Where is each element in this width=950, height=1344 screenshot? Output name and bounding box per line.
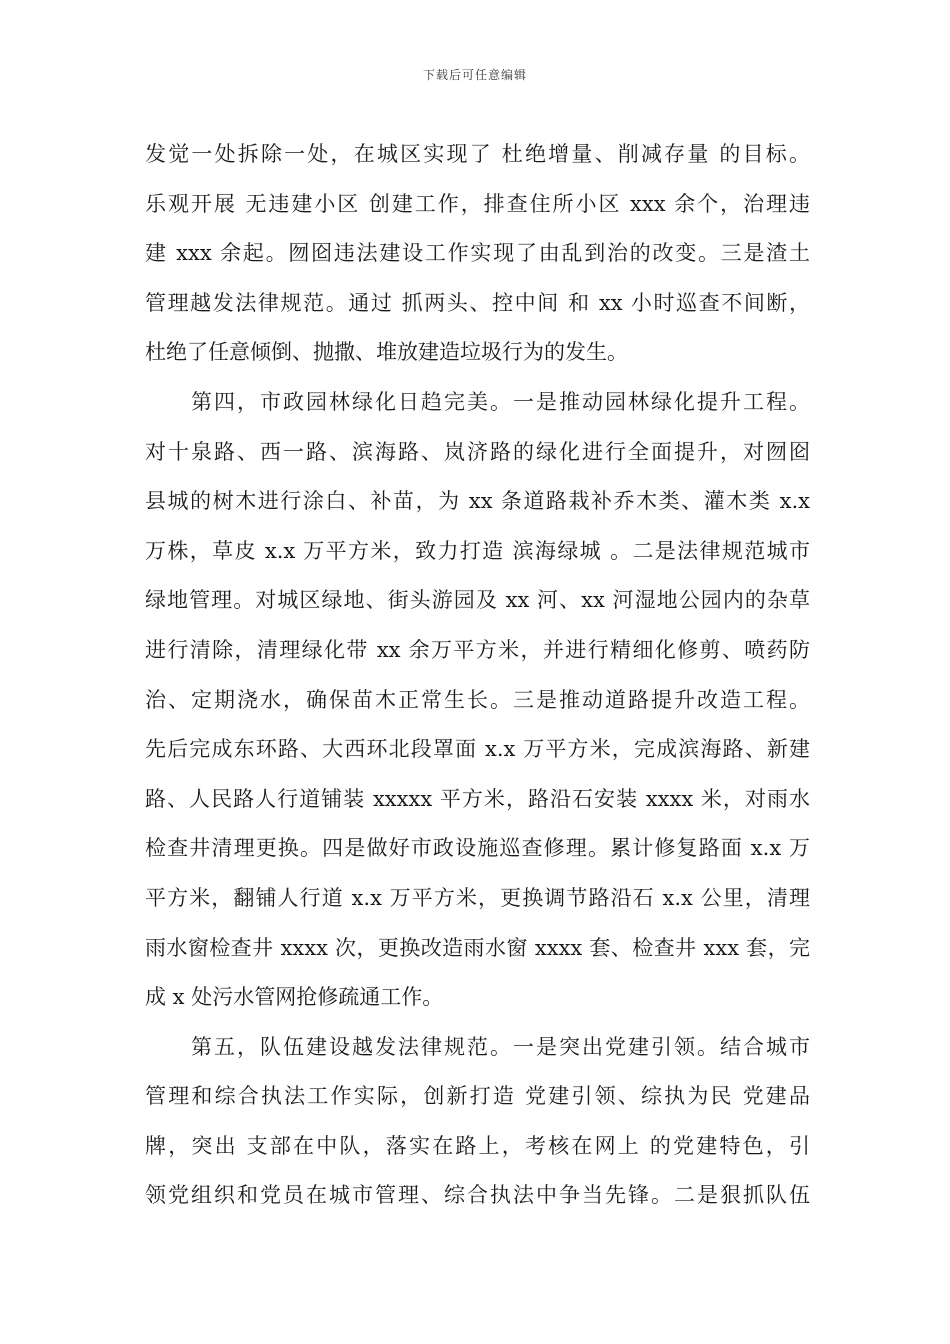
text-line: 县城的树木进行涂白、补苗，为 xx 条道路栽补乔木类、灌木类 x.x (145, 489, 810, 514)
text-line: 第五，队伍建设越发法律规范。一是突出党建引领。结合城市 (145, 1034, 810, 1059)
text-line: 发觉一处拆除一处，在城区实现了 杜绝增量、削减存量 的目标。 (145, 142, 810, 166)
text-line: 万株，草皮 x.x 万平方米，致力打造 滨海绿城 。二是法律规范城市 (145, 538, 810, 563)
text-line: 第四，市政园林绿化日趋完美。一是推动园林绿化提升工程。 (145, 389, 810, 414)
text-line: 先后完成东环路、大西环北段罩面 x.x 万平方米，完成滨海路、新建 (145, 737, 810, 762)
text-line: 雨水窗检查井 xxxx 次，更换改造雨水窗 xxxx 套、检查井 xxx 套，完 (145, 935, 810, 960)
text-line: 建 xxx 余起。囫囵违法建设工作实现了由乱到治的改变。三是渣土 (145, 241, 810, 266)
page-header: 下载后可任意编辑 (422, 68, 527, 82)
text-line: 杜绝了任意倾倒、抛撒、堆放建造垃圾行为的发生。 (145, 340, 628, 365)
text-line: 平方米，翻铺人行道 x.x 万平方米，更换调节路沿石 x.x 公里，清理 (145, 885, 810, 910)
text-line: 管理越发法律规范。通过 抓两头、控中间 和 xx 小时巡查不间断， (145, 290, 810, 315)
text-line: 路、人民路人行道铺装 xxxxx 平方米，路沿石安装 xxxx 米，对雨水 (145, 786, 810, 811)
text-line: 领党组织和党员在城市管理、综合执法中争当先锋。二是狠抓队伍 (145, 1183, 810, 1208)
text-line: 乐观开展 无违建小区 创建工作，排查住所小区 xxx 余个，治理违 (145, 191, 810, 216)
document-body (145, 130, 810, 1221)
text-line: 绿地管理。对城区绿地、街头游园及 xx 河、xx 河湿地公园内的杂草 (145, 588, 810, 613)
text-line: 牌，突出 支部在中队，落实在路上，考核在网上 的党建特色，引 (145, 1133, 810, 1158)
text-line: 成 x 处污水管网抢修疏通工作。 (145, 985, 444, 1010)
text-line: 检查井清理更换。四是做好市政设施巡查修理。累计修复路面 x.x 万 (145, 836, 810, 861)
text-line: 治、定期浇水，确保苗木正常生长。三是推动道路提升改造工程。 (145, 687, 810, 712)
text-line: 对十泉路、西一路、滨海路、岚济路的绿化进行全面提升，对囫囵 (145, 439, 810, 464)
text-line: 进行清除，清理绿化带 xx 余万平方米，并进行精细化修剪、喷药防 (145, 637, 810, 662)
text-line: 管理和综合执法工作实际，创新打造 党建引领、综执为民 党建品 (145, 1084, 810, 1109)
